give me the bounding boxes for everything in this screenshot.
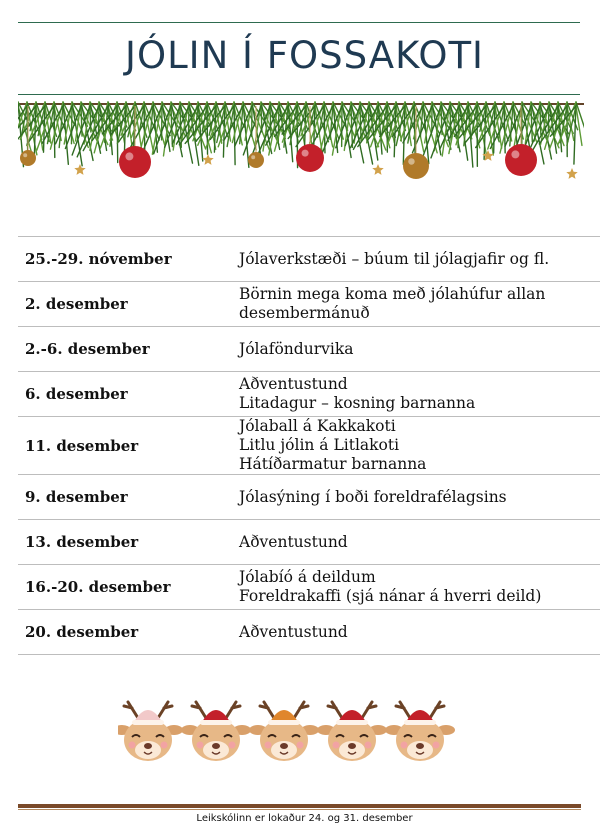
star-icon [372,164,383,175]
schedule-event [239,475,600,520]
title-rule [18,94,580,95]
event-line: Jólaball á Kakkakoti [239,417,396,435]
reindeer-face-icon [181,702,251,761]
schedule-date: 11. desember [18,417,239,475]
schedule-event [239,327,600,372]
event-line: Litadagur – kosning barnanna [239,394,476,412]
schedule-date: 9. desember [18,475,239,520]
schedule-event [239,565,600,610]
bauble-icon [296,144,324,172]
schedule-date: 20. desember [18,610,239,655]
schedule-date: 2.-6. desember [18,327,239,372]
table-row [18,372,600,417]
event-line: Jólasýning í boði foreldrafélagsins [239,487,507,506]
table-row [18,610,600,655]
footer-bar-thin [18,809,581,810]
schedule-event [239,282,600,327]
bauble-icon [403,153,429,179]
event-line: Litlu jólin á Litlakoti [239,436,400,454]
event-line: Jólabíó á deildum [239,568,376,586]
schedule-event [239,417,600,475]
schedule-event [239,237,600,282]
bauble-icon [248,152,264,168]
event-line: Aðventustund [239,622,348,641]
event-line: Jólaföndurvika [239,339,354,358]
schedule-date: 13. desember [18,520,239,565]
star-icon [202,154,213,165]
reindeer-face-icon [317,702,387,761]
footer-bar [18,804,581,808]
christmas-garland-icon [18,96,584,186]
table-row [18,520,600,565]
event-line: desembermánuð [239,304,370,322]
table-row [18,237,600,282]
star-icon [566,168,577,179]
reindeer-faces-icon [118,688,478,770]
schedule-date: 6. desember [18,372,239,417]
reindeer-face-icon [385,702,455,761]
table-row [18,282,600,327]
bauble-icon [20,150,36,166]
schedule-event [239,610,600,655]
reindeer-face-icon [249,702,319,761]
reindeer-face-icon [118,702,183,761]
schedule-table [18,236,600,655]
event-line: Aðventustund [239,375,348,393]
event-line: Hátíðarmatur barnanna [239,455,427,473]
star-icon [74,164,85,175]
page-title: JÓLIN Í FOSSAKOTI [125,34,484,77]
bauble-icon [119,146,151,178]
table-row [18,417,600,475]
table-row [18,475,600,520]
bauble-icon [505,144,537,176]
schedule-date: 25.-29. nóvember [18,237,239,282]
table-row [18,327,600,372]
event-line: Jólaverkstæði – búum til jólagjafir og fl. [239,249,550,268]
event-line: Foreldrakaffi (sjá nánar á hverri deild) [239,587,542,605]
top-rule [18,22,580,23]
footer-note: Leikskólinn er lokaður 24. og 31. desember [196,813,413,824]
schedule-date: 2. desember [18,282,239,327]
schedule-event [239,372,600,417]
schedule-date: 16.-20. desember [18,565,239,610]
event-line: Börnin mega koma með jólahúfur allan [239,285,546,303]
table-row [18,565,600,610]
schedule-event [239,520,600,565]
event-line: Aðventustund [239,532,348,551]
